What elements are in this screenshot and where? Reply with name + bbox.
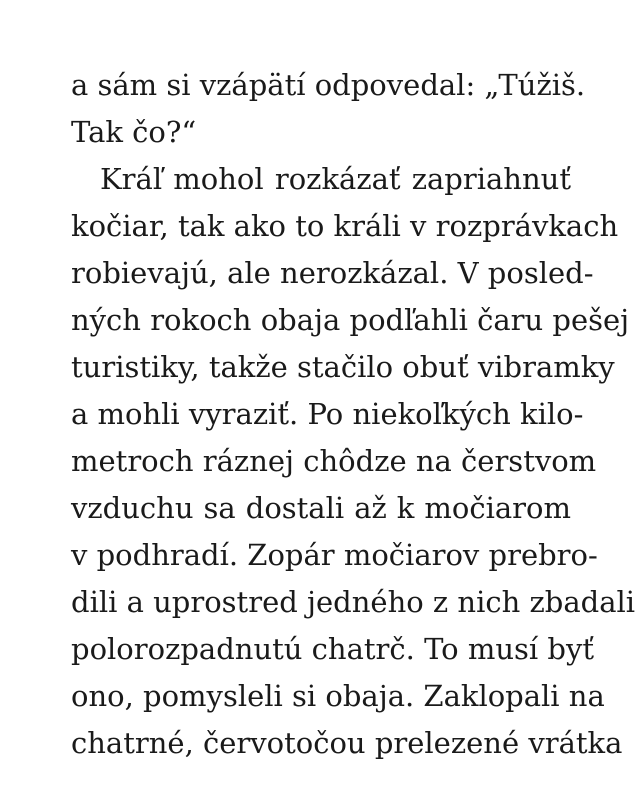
text-line-15: chatrné, červotočou prelezené vrátka [71, 726, 623, 760]
text-line-14: ono, pomysleli si obaja. Zaklopali na [71, 679, 605, 713]
text-line-10: vzduchu sa dostali až k močiarom [71, 491, 571, 525]
text-line-3: Kráľ mohol rozkázať zapriahnuť [100, 162, 571, 196]
text-line-13: polorozpadnutú chatrč. To musí byť [71, 632, 595, 666]
text-line-5: robievajú, ale nerozkázal. V posled- [71, 256, 594, 290]
text-line-1: a sám si vzápätí odpovedal: „Túžiš. [71, 68, 586, 102]
text-line-2: Tak čo?“ [71, 115, 197, 149]
body-text [71, 62, 636, 767]
text-line-11: v podhradí. Zopár močiarov prebro- [71, 538, 598, 572]
text-line-9: metroch ráznej chôdze na čerstvom [71, 444, 597, 478]
text-line-12: dili a uprostred jedného z nich zbadali [71, 585, 636, 619]
text-line-7: turistiky, takže stačilo obuť vibramky [71, 350, 615, 384]
text-line-6: ných rokoch obaja podľahli čaru pešej [71, 303, 630, 337]
text-line-8: a mohli vyraziť. Po niekoľkých kilo- [71, 397, 584, 431]
text-line-4: kočiar, tak ako to králi v rozprávkach [71, 209, 619, 243]
